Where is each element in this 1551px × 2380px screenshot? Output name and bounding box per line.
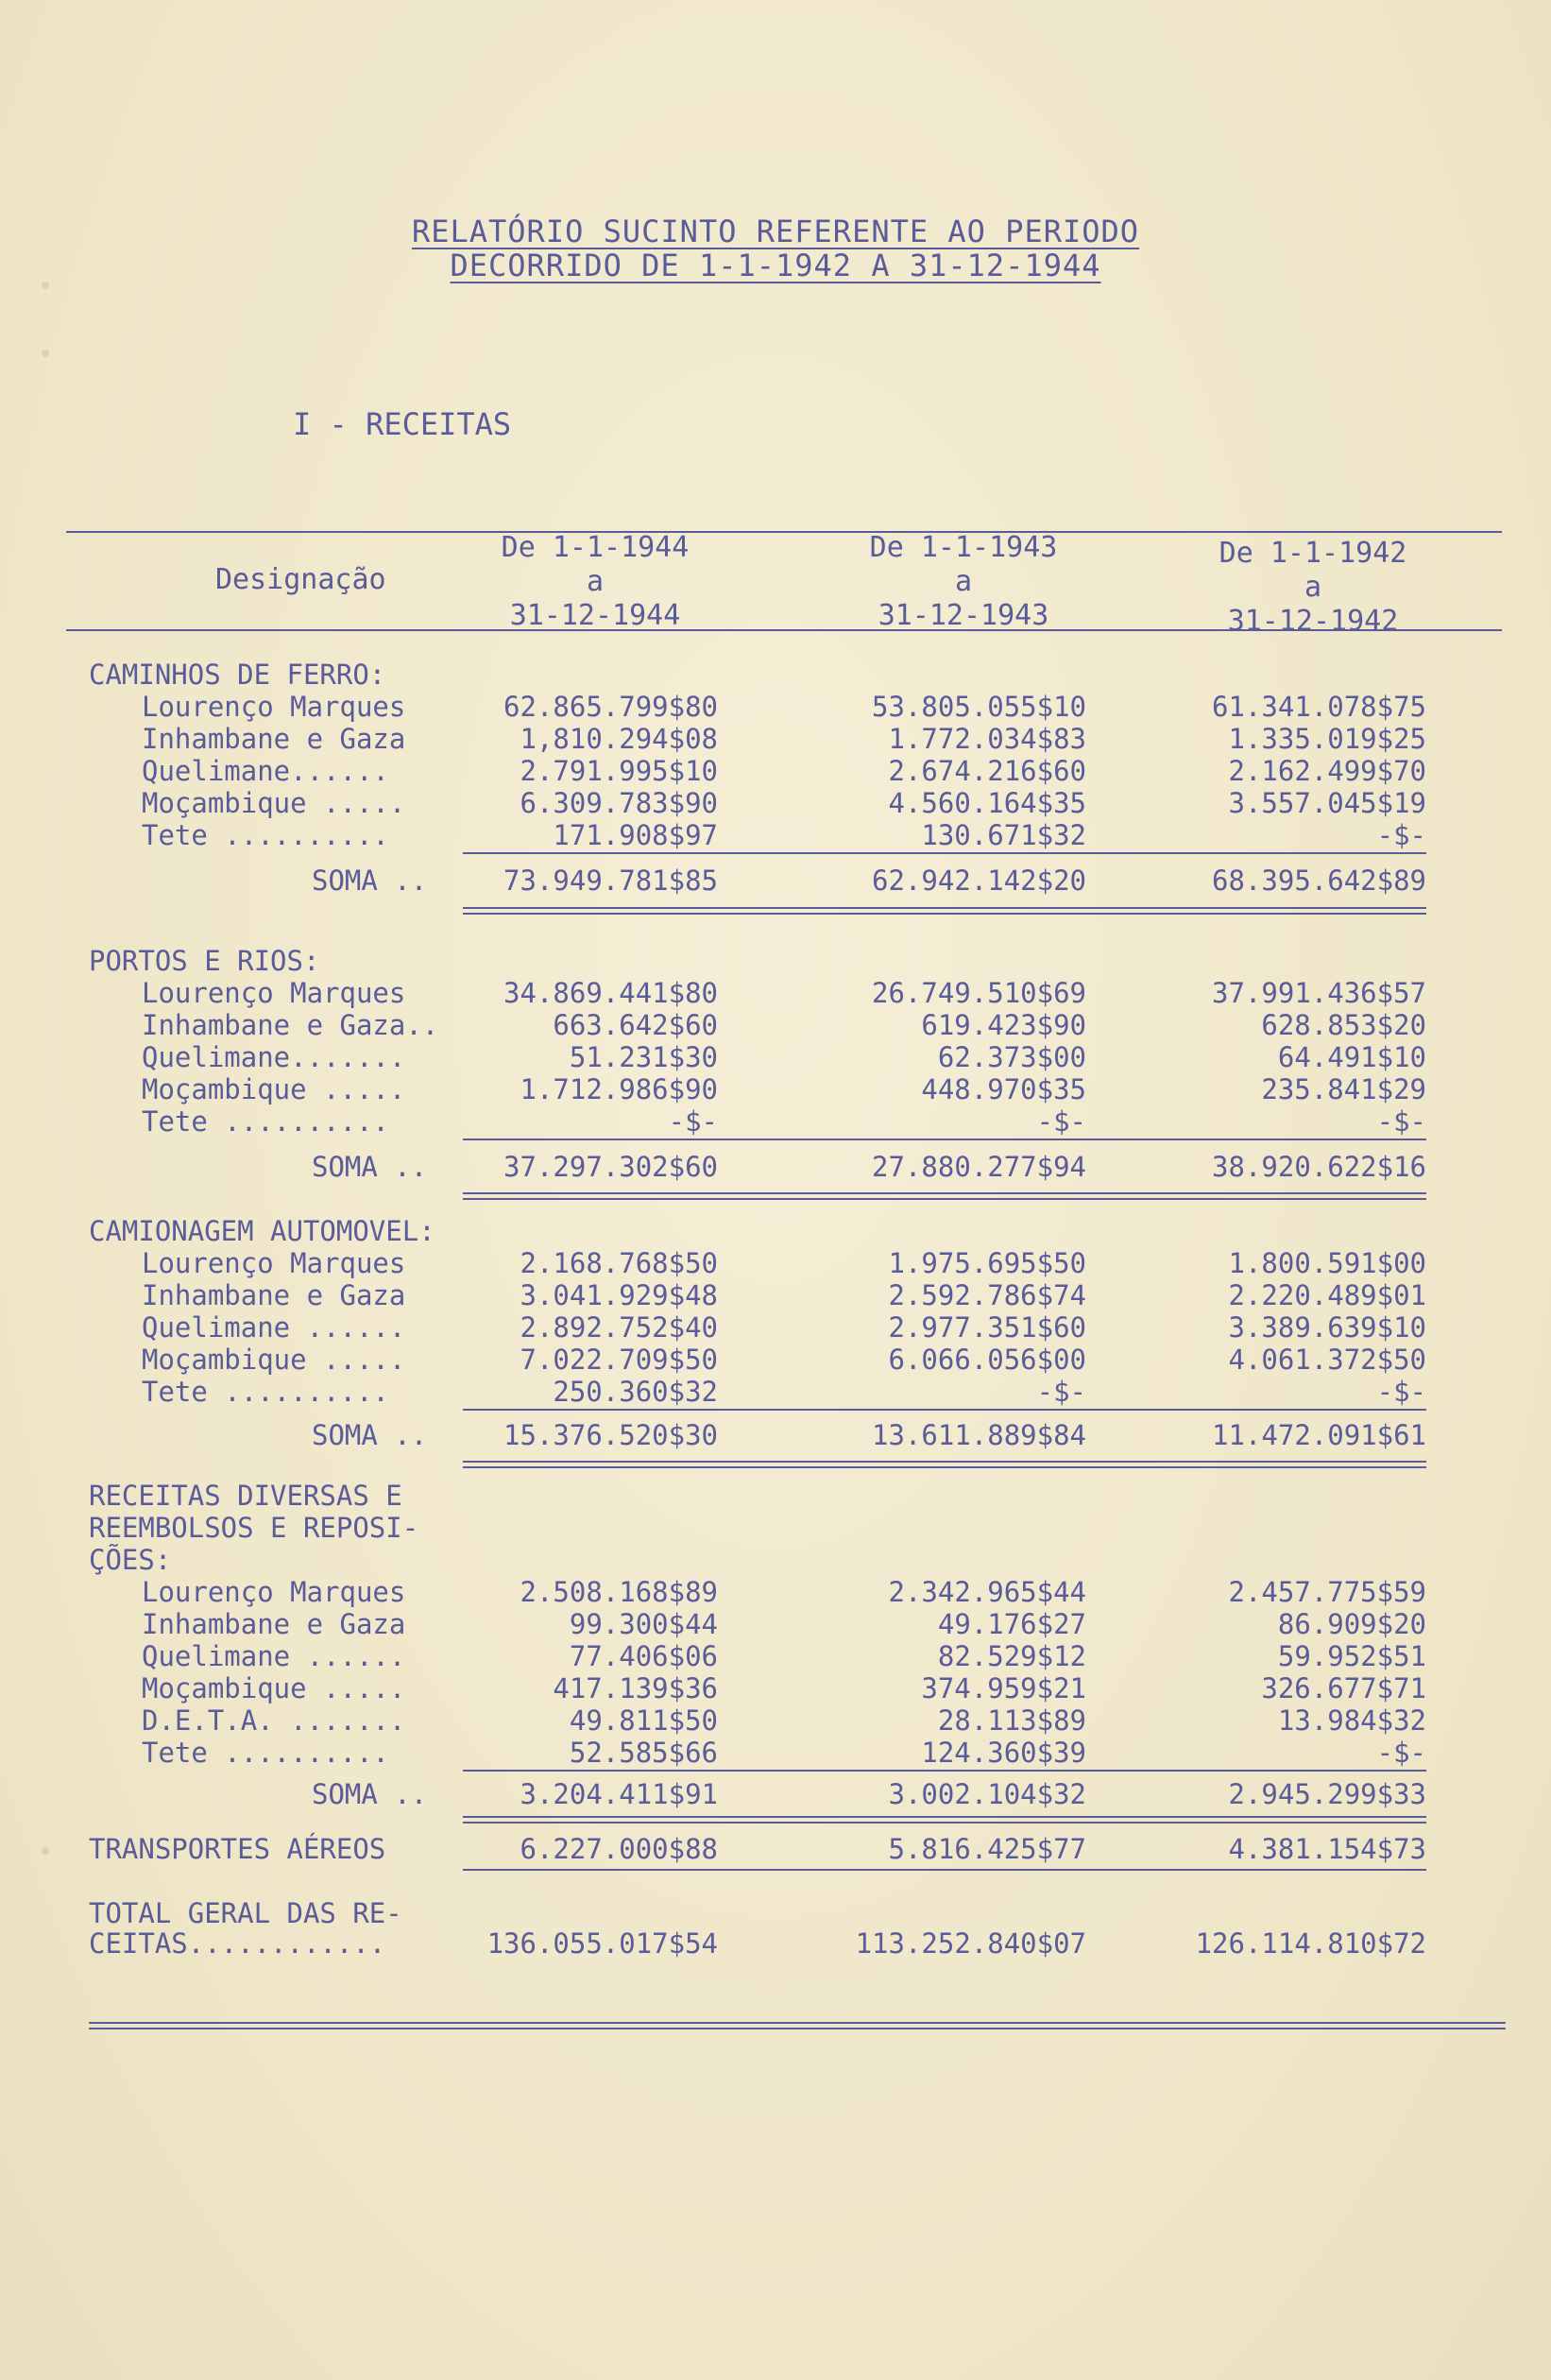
total-value: 136.055.017$54 xyxy=(486,1927,718,1960)
cell-value: 5.816.425$77 xyxy=(888,1833,1086,1865)
cell-value: 235.841$29 xyxy=(1261,1073,1426,1105)
cell-value: -$- xyxy=(1376,819,1426,851)
cell-value: 86.909$20 xyxy=(1277,1608,1426,1640)
cell-value: 34.869.441$80 xyxy=(503,977,718,1009)
table-row xyxy=(0,1247,1551,1279)
cell-value: 49.811$50 xyxy=(569,1704,718,1737)
cell-value: 62.373$00 xyxy=(937,1041,1086,1073)
table-row xyxy=(0,1576,1551,1608)
soma-value: 38.920.622$16 xyxy=(1212,1151,1426,1183)
cell-value: 1.772.034$83 xyxy=(888,723,1086,755)
column-header-1943: De 1-1-1943 a 31-12-1943 xyxy=(869,531,1058,632)
transportes-row xyxy=(0,1833,1551,1865)
soma-label: SOMA .. xyxy=(312,1151,428,1183)
cell-value: 171.908$97 xyxy=(553,819,718,851)
cell-value: 1.800.591$00 xyxy=(1228,1247,1426,1279)
table-row xyxy=(0,977,1551,1009)
cell-value: 99.300$44 xyxy=(569,1608,718,1640)
cell-value: 59.952$51 xyxy=(1277,1640,1426,1672)
cell-value: 2.162.499$70 xyxy=(1228,755,1426,787)
table-row xyxy=(0,1376,1551,1408)
cell-value: 2.457.775$59 xyxy=(1228,1576,1426,1608)
cell-value: 3.389.639$10 xyxy=(1228,1311,1426,1344)
soma-row xyxy=(0,865,1551,897)
subtotal-rule xyxy=(463,1139,1426,1140)
cell-value: 6.309.783$90 xyxy=(520,787,718,819)
group-end-rule xyxy=(463,1816,1426,1824)
punch-hole-mark xyxy=(42,350,49,357)
soma-value: 37.297.302$60 xyxy=(503,1151,718,1183)
total-value: 113.252.840$07 xyxy=(855,1927,1086,1960)
soma-value: 2.945.299$33 xyxy=(1228,1778,1426,1810)
designation-header: Designação xyxy=(215,563,386,596)
column-header-1942: De 1-1-1942 a 31-12-1942 xyxy=(1219,537,1407,638)
cell-value: -$- xyxy=(1036,1105,1086,1138)
row-label: Inhambane e Gaza xyxy=(142,1608,406,1640)
row-label: Tete .......... xyxy=(142,1105,389,1138)
soma-row xyxy=(0,1151,1551,1183)
soma-value: 73.949.781$85 xyxy=(503,865,718,897)
subtotal-rule xyxy=(463,1869,1426,1871)
group-end-rule xyxy=(463,1461,1426,1468)
total-value: 126.114.810$72 xyxy=(1195,1927,1426,1960)
soma-value: 3.002.104$32 xyxy=(888,1778,1086,1810)
table-row xyxy=(0,1279,1551,1311)
table-top-rule xyxy=(66,531,1502,533)
soma-value: 62.942.142$20 xyxy=(872,865,1086,897)
cell-value: 4.381.154$73 xyxy=(1228,1833,1426,1865)
soma-value: 13.611.889$84 xyxy=(872,1419,1086,1451)
cell-value: -$- xyxy=(1376,1105,1426,1138)
soma-label: SOMA .. xyxy=(312,1419,428,1451)
row-label: Tete .......... xyxy=(142,1737,389,1769)
table-row xyxy=(0,1105,1551,1138)
cell-value: 2.168.768$50 xyxy=(520,1247,718,1279)
cell-value: 326.677$71 xyxy=(1261,1672,1426,1704)
group-title-caminhos-de-ferro: CAMINHOS DE FERRO: xyxy=(89,659,386,691)
section-heading: I - RECEITAS xyxy=(293,406,512,442)
soma-value: 15.376.520$30 xyxy=(503,1419,718,1451)
cell-value: 2.342.965$44 xyxy=(888,1576,1086,1608)
subtotal-rule xyxy=(463,852,1426,854)
cell-value: 1,810.294$08 xyxy=(520,723,718,755)
group-end-rule xyxy=(463,1192,1426,1200)
cell-value: 663.642$60 xyxy=(553,1009,718,1041)
row-label: Quelimane....... xyxy=(142,1041,406,1073)
cell-value: 448.970$35 xyxy=(921,1073,1086,1105)
row-label: Moçambique ..... xyxy=(142,1344,406,1376)
cell-value: 3.041.929$48 xyxy=(520,1279,718,1311)
cell-value: 64.491$10 xyxy=(1277,1041,1426,1073)
cell-value: 2.674.216$60 xyxy=(888,755,1086,787)
soma-label: SOMA .. xyxy=(312,1778,428,1810)
row-label: D.E.T.A. ....... xyxy=(142,1704,406,1737)
table-row xyxy=(0,1672,1551,1704)
cell-value: 2.592.786$74 xyxy=(888,1279,1086,1311)
group-title-portos-e-rios: PORTOS E RIOS: xyxy=(89,945,320,977)
report-subtitle: DECORRIDO DE 1-1-1942 A 31-12-1944 xyxy=(450,248,1101,283)
cell-value: 82.529$12 xyxy=(937,1640,1086,1672)
group-title-receitas-diversas: RECEITAS DIVERSAS E REEMBOLSOS E REPOSI- ÇÕES: xyxy=(89,1480,419,1576)
cell-value: 2.508.168$89 xyxy=(520,1576,718,1608)
cell-value: 417.139$36 xyxy=(553,1672,718,1704)
cell-value: -$- xyxy=(1376,1376,1426,1408)
soma-value: 68.395.642$89 xyxy=(1212,865,1426,897)
table-row xyxy=(0,1344,1551,1376)
cell-value: 628.853$20 xyxy=(1261,1009,1426,1041)
cell-value: 4.560.164$35 xyxy=(888,787,1086,819)
total-label: CEITAS............ xyxy=(89,1927,386,1960)
soma-label: SOMA .. xyxy=(312,865,428,897)
table-row xyxy=(0,819,1551,851)
row-label: Tete .......... xyxy=(142,819,389,851)
cell-value: -$- xyxy=(1036,1376,1086,1408)
row-label: Moçambique ..... xyxy=(142,1073,406,1105)
row-label: Lourenço Marques xyxy=(142,1247,406,1279)
total-label-row xyxy=(0,1897,1551,1929)
cell-value: 28.113$89 xyxy=(937,1704,1086,1737)
cell-value: 2.791.995$10 xyxy=(520,755,718,787)
table-row xyxy=(0,1640,1551,1672)
row-label: TRANSPORTES AÉREOS xyxy=(89,1833,386,1865)
table-row xyxy=(0,1608,1551,1640)
subtotal-rule xyxy=(463,1409,1426,1411)
table-row xyxy=(0,691,1551,723)
row-label: Moçambique ..... xyxy=(142,787,406,819)
cell-value: 49.176$27 xyxy=(937,1608,1086,1640)
cell-value: 250.360$32 xyxy=(553,1376,718,1408)
total-row xyxy=(0,1927,1551,1960)
cell-value: 61.341.078$75 xyxy=(1212,691,1426,723)
cell-value: 52.585$66 xyxy=(569,1737,718,1769)
cell-value: 3.557.045$19 xyxy=(1228,787,1426,819)
group-end-rule xyxy=(463,907,1426,915)
row-label: Moçambique ..... xyxy=(142,1672,406,1704)
table-bottom-rule xyxy=(89,2022,1506,2029)
cell-value: 2.892.752$40 xyxy=(520,1311,718,1344)
soma-value: 27.880.277$94 xyxy=(872,1151,1086,1183)
cell-value: 53.805.055$10 xyxy=(872,691,1086,723)
cell-value: 124.360$39 xyxy=(921,1737,1086,1769)
row-label: Inhambane e Gaza.. xyxy=(142,1009,439,1041)
row-label: Tete .......... xyxy=(142,1376,389,1408)
cell-value: 1.335.019$25 xyxy=(1228,723,1426,755)
cell-value: 13.984$32 xyxy=(1277,1704,1426,1737)
soma-value: 3.204.411$91 xyxy=(520,1778,718,1810)
row-label: Inhambane e Gaza xyxy=(142,1279,406,1311)
cell-value: 37.991.436$57 xyxy=(1212,977,1426,1009)
soma-value: 11.472.091$61 xyxy=(1212,1419,1426,1451)
cell-value: 130.671$32 xyxy=(921,819,1086,851)
cell-value: 77.406$06 xyxy=(569,1640,718,1672)
cell-value: 619.423$90 xyxy=(921,1009,1086,1041)
table-row xyxy=(0,723,1551,755)
table-row xyxy=(0,787,1551,819)
soma-row xyxy=(0,1419,1551,1451)
row-label: Lourenço Marques xyxy=(142,977,406,1009)
cell-value: 1.975.695$50 xyxy=(888,1247,1086,1279)
cell-value: -$- xyxy=(1376,1737,1426,1769)
table-header-rule xyxy=(66,629,1502,631)
table-row xyxy=(0,1704,1551,1737)
column-header-1944: De 1-1-1944 a 31-12-1944 xyxy=(501,531,690,632)
row-label: Lourenço Marques xyxy=(142,691,406,723)
table-row xyxy=(0,1073,1551,1105)
table-row xyxy=(0,1311,1551,1344)
report-title: RELATÓRIO SUCINTO REFERENTE AO PERIODO xyxy=(411,214,1140,249)
cell-value: 2.220.489$01 xyxy=(1228,1279,1426,1311)
row-label: Lourenço Marques xyxy=(142,1576,406,1608)
row-label: Quelimane...... xyxy=(142,755,389,787)
cell-value: 1.712.986$90 xyxy=(520,1073,718,1105)
cell-value: 6.227.000$88 xyxy=(520,1833,718,1865)
row-label: Quelimane ...... xyxy=(142,1640,406,1672)
soma-row xyxy=(0,1778,1551,1810)
cell-value: 26.749.510$69 xyxy=(872,977,1086,1009)
table-row xyxy=(0,755,1551,787)
cell-value: 7.022.709$50 xyxy=(520,1344,718,1376)
cell-value: 2.977.351$60 xyxy=(888,1311,1086,1344)
cell-value: 6.066.056$00 xyxy=(888,1344,1086,1376)
table-row xyxy=(0,1009,1551,1041)
table-row xyxy=(0,1737,1551,1769)
table-row xyxy=(0,1041,1551,1073)
total-label: TOTAL GERAL DAS RE- xyxy=(89,1897,402,1929)
group-title-camionagem-automovel: CAMIONAGEM AUTOMOVEL: xyxy=(89,1215,435,1247)
cell-value: -$- xyxy=(668,1105,718,1138)
cell-value: 374.959$21 xyxy=(921,1672,1086,1704)
cell-value: 62.865.799$80 xyxy=(503,691,718,723)
cell-value: 4.061.372$50 xyxy=(1228,1344,1426,1376)
subtotal-rule xyxy=(463,1770,1426,1772)
row-label: Inhambane e Gaza xyxy=(142,723,406,755)
row-label: Quelimane ...... xyxy=(142,1311,406,1344)
cell-value: 51.231$30 xyxy=(569,1041,718,1073)
